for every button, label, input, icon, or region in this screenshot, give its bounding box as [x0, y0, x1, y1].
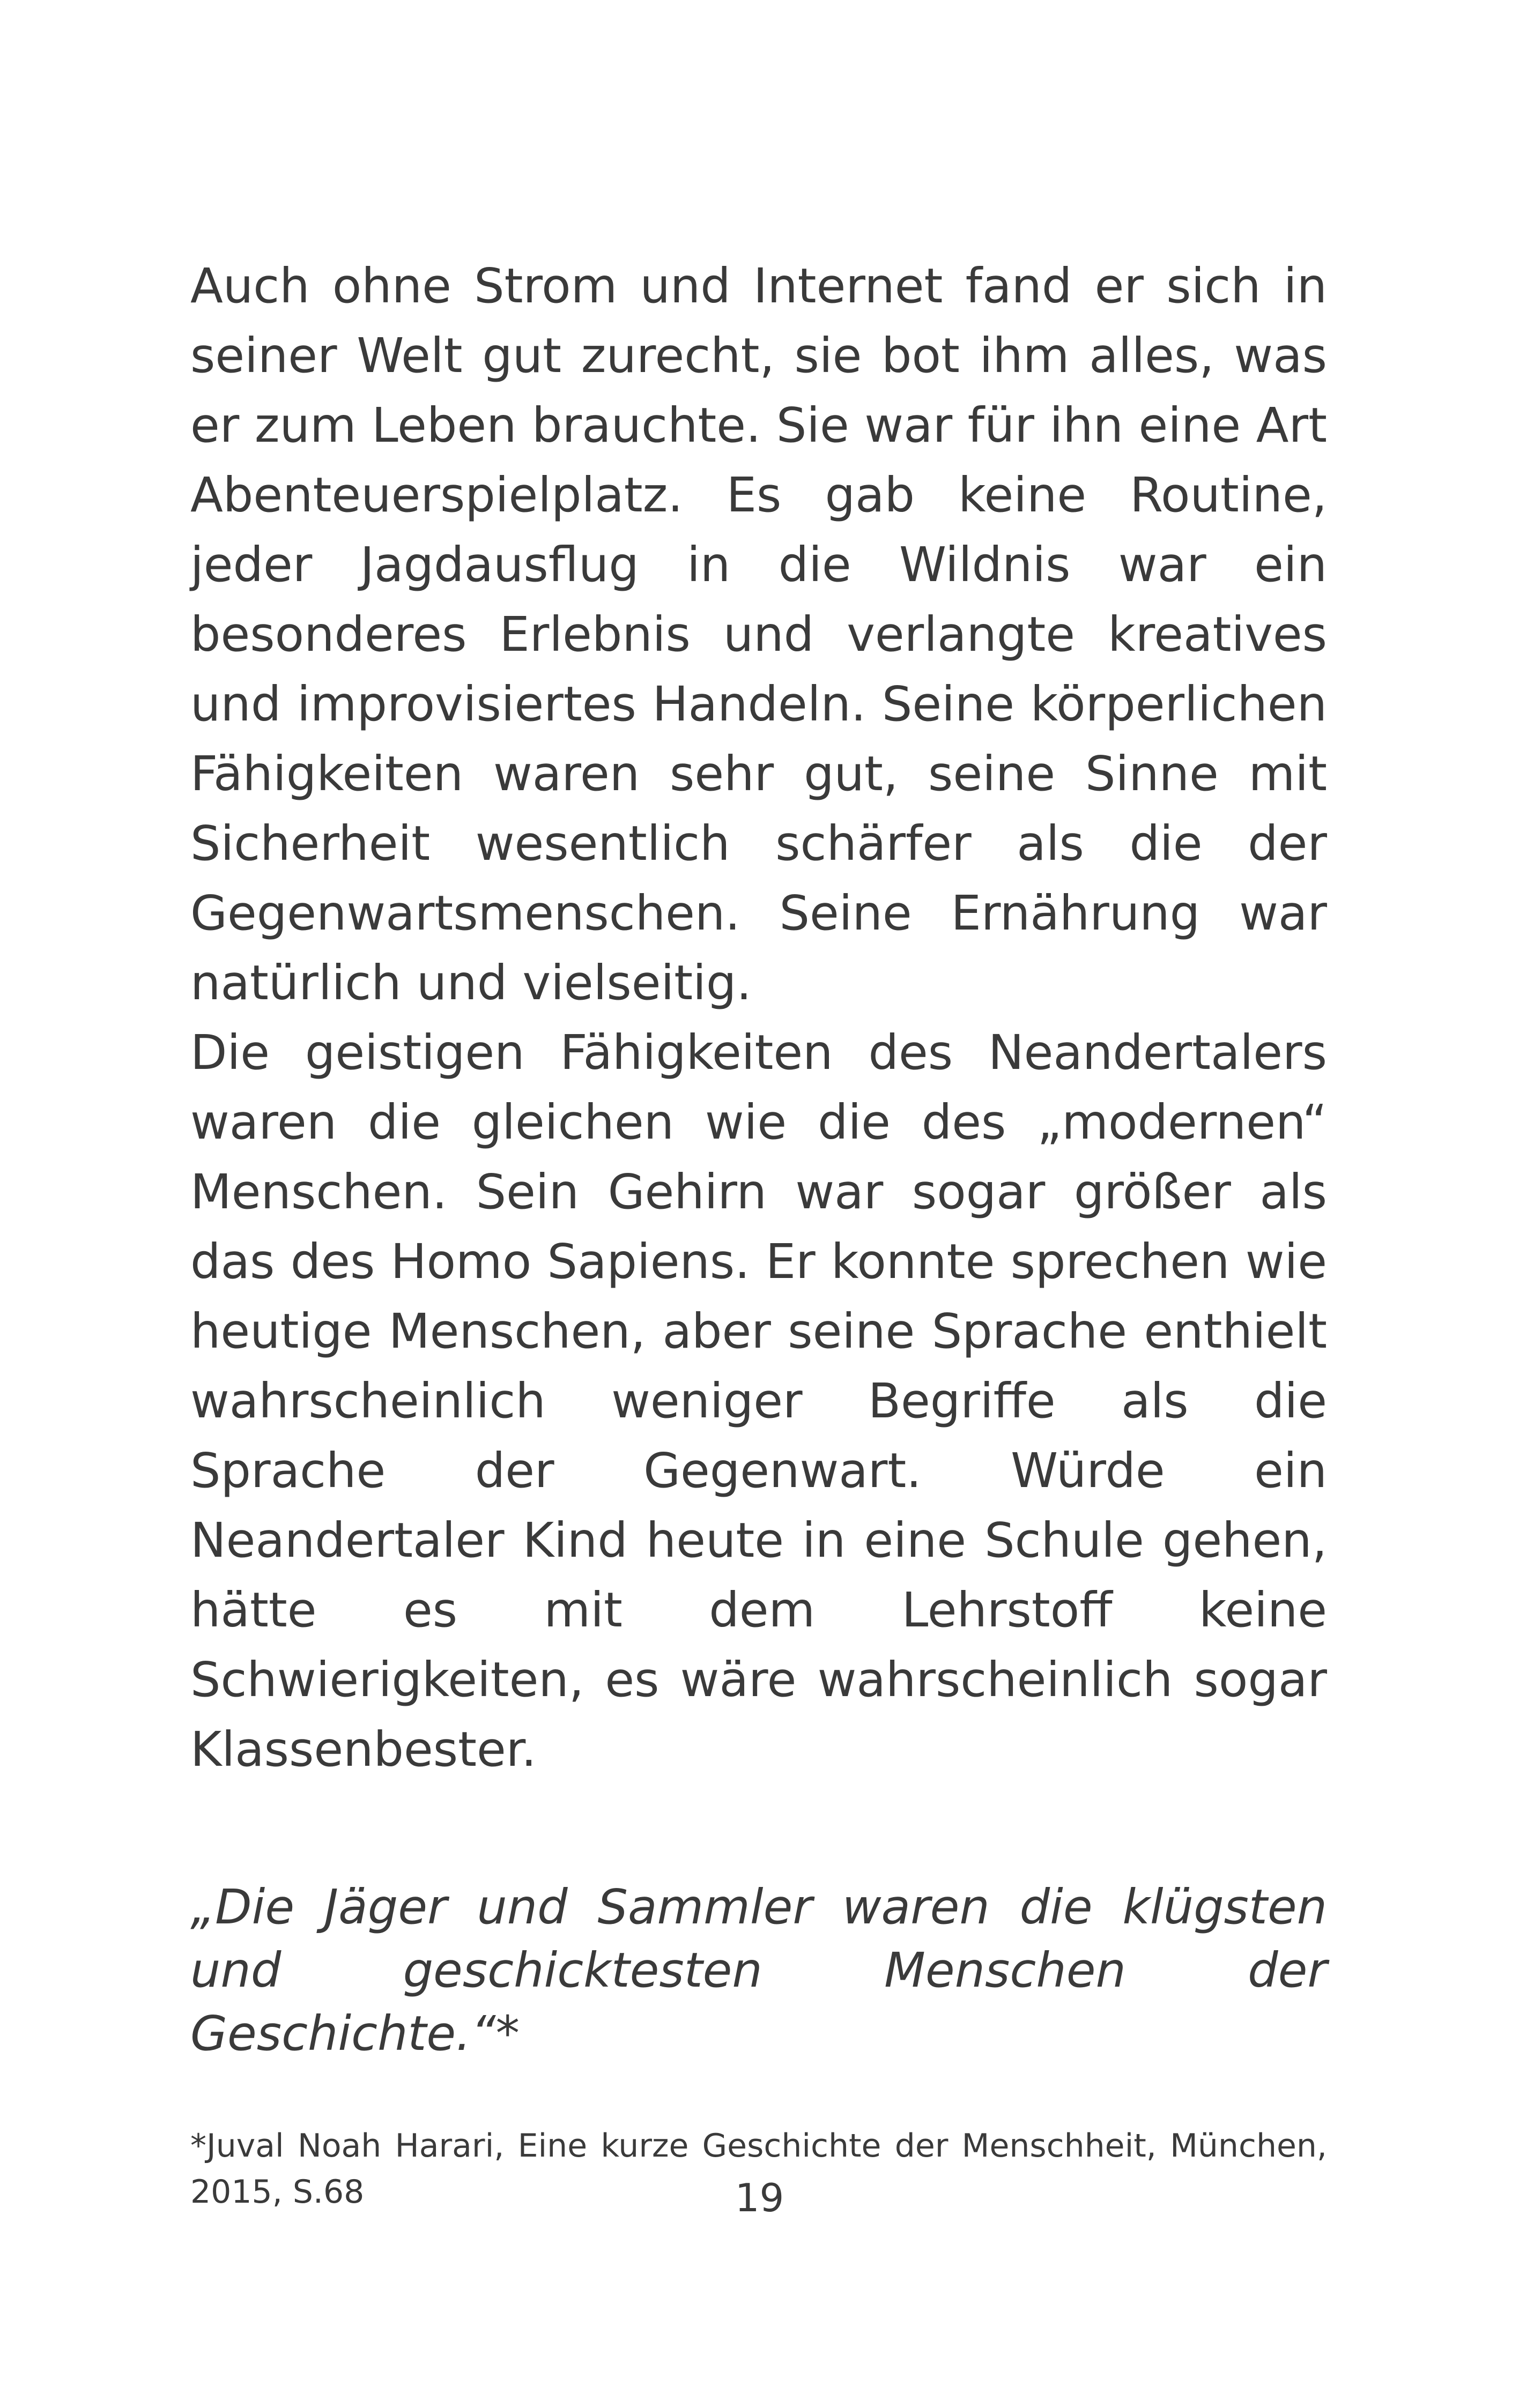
quote: „Die Jäger und Sammler waren die klügsten und geschicktesten Menschen der Geschichte.“* [190, 1879, 1327, 2061]
page-text [190, 251, 1327, 2215]
footnote: *Juval Noah Harari, Eine kurze Geschichte der Menschheit, München, 2015, S.68 [190, 2127, 1327, 2211]
paragraph-1: Auch ohne Strom und Internet fand er sich in seiner Welt gut zurecht, sie bot ihm alles, was er zum Leben brauchte. Sie war für ihn eine Art Abenteuerspielplatz. Es gab keine Routine, jeder Jagdausflug in die Wildnis war ein besonderes Erlebnis und verlangte kreatives und improvisiertes Handeln. Seine körperlichen Fähigkeiten waren sehr gut, seine Sinne mit Sicherheit wesentlich schärfer als die der Gegenwartsmenschen. Seine Ernährung war natürlich und vielseitig. [190, 258, 1327, 1010]
page-number: 19 [735, 2175, 784, 2220]
paragraph-2: Die geistigen Fähigkeiten des Neandertalers waren die gleichen wie die des „modernen“ Menschen. Sein Gehirn war sogar größer als das des Homo Sapiens. Er konnte sprechen wie heutige Menschen, aber seine Sprache enthielt wahrscheinlich weniger Begriffe als die Sprache der Gegenwart. Würde ein Neandertaler Kind heute in eine Schule gehen, hätte es mit dem Lehrstoff keine Schwierigkeiten, es wäre wahrscheinlich sogar Klassenbester. [190, 1024, 1327, 1777]
